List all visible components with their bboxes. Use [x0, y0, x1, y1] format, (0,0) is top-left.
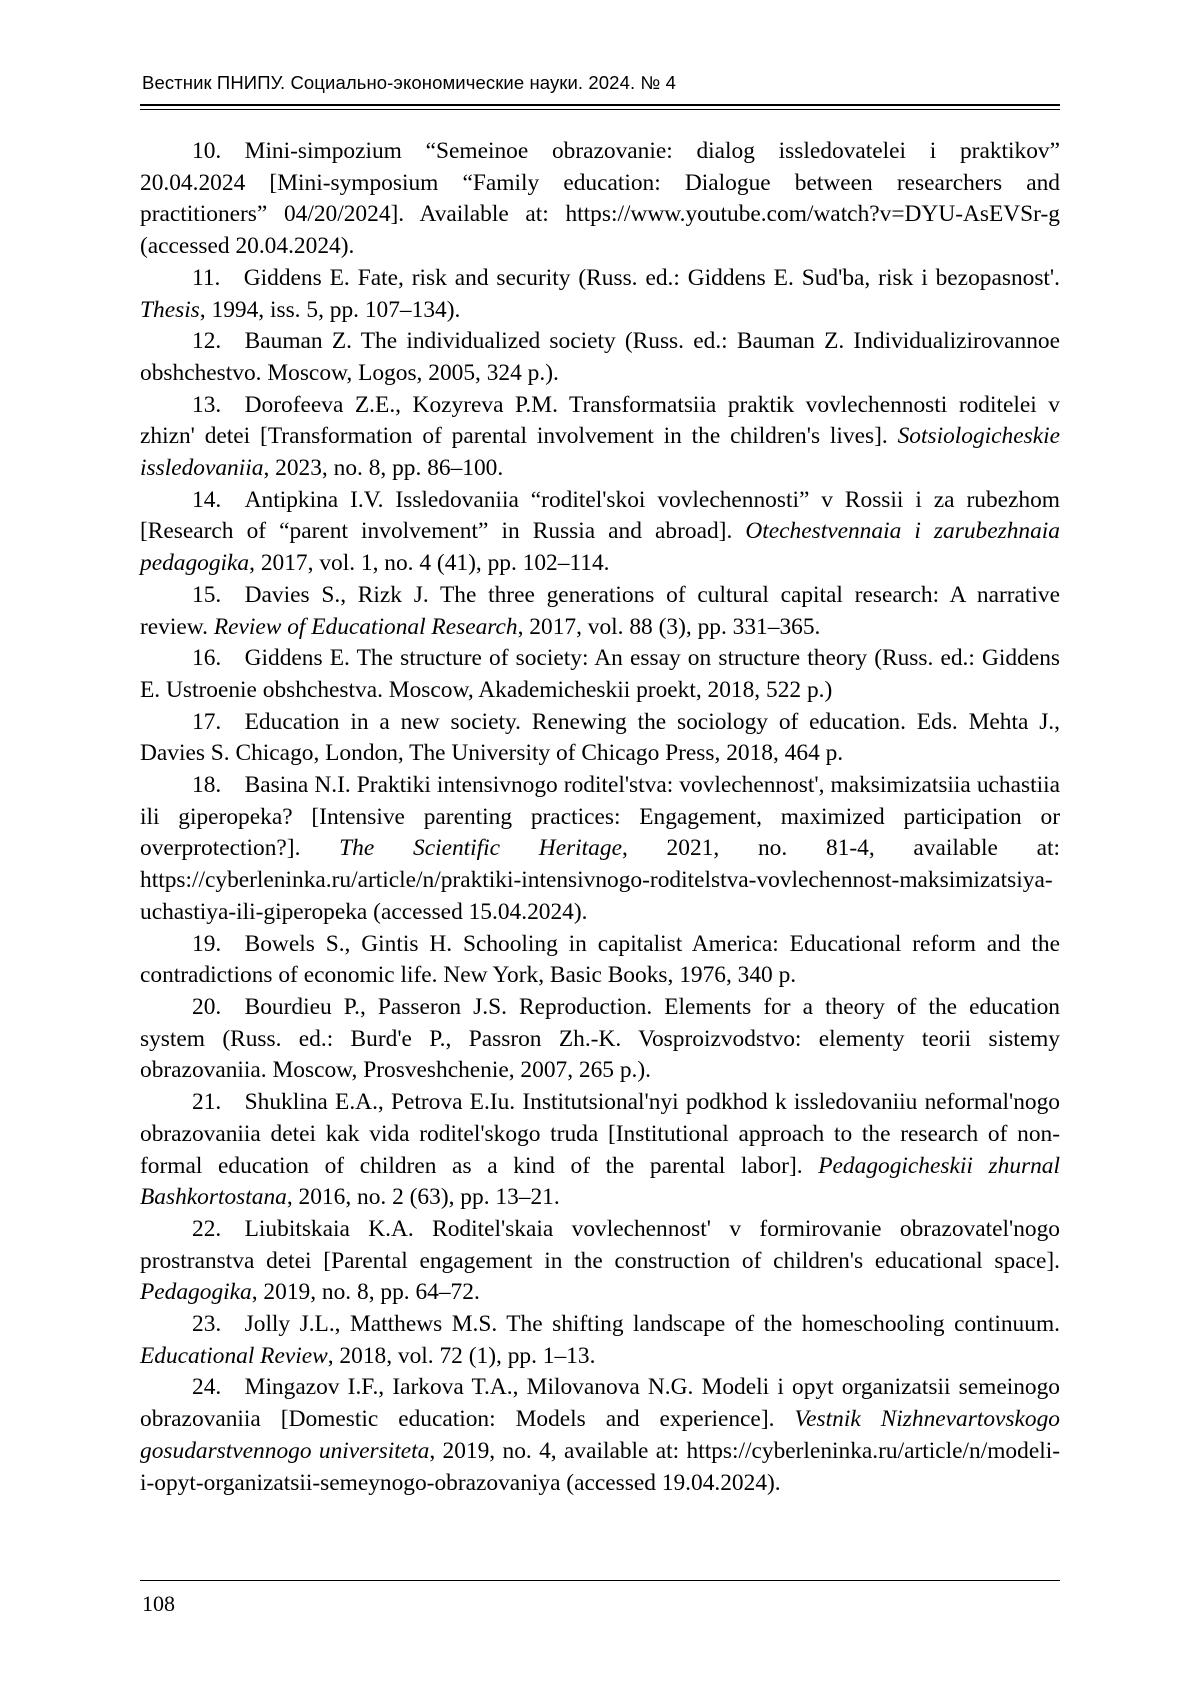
reference-text: , 2017, vol. 88 (3), pp. 331–365. — [517, 613, 821, 640]
reference-source-title: The Scientific Heritage — [339, 835, 622, 862]
reference-text: Shuklina E.A., Petrova E.Iu. Institutsional'nyi podkhod k issledovaniiu neformal'nogo obrazovaniia detei kak vida roditel'skogo truda [Institutional approach to the research of non-formal education of children as a kind of the parental labor]. — [140, 1089, 1060, 1179]
reference-source-title: Educational Review — [140, 1342, 328, 1369]
reference-source-title: Vestnik Nizhnevartovskogo gosudarstvennogo universiteta — [140, 1406, 1060, 1464]
reference-text: Antipkina I.V. Issledovaniia “roditel'skoi vovlechennosti” v Rossii i za rubezhom [Research of “parent involvement” in Russia and abroad]. — [140, 486, 1060, 545]
reference-text: , 2021, no. 81-4, available at: https://cyberleninka.ru/article/n/praktiki-intensivnogo-roditelstva-vovlechennost-maksimizatsiya-uchastiya-ili-giperopeka (accessed 15.04.2024). — [140, 835, 1060, 925]
reference-text: , 2016, no. 2 (63), pp. 13–21. — [286, 1184, 560, 1211]
reference-number: 18. — [192, 772, 222, 799]
footer-rule — [140, 1580, 1060, 1581]
reference-source-title: Otechestvennaia i zarubezhnaia pedagogika — [140, 518, 1060, 577]
reference-list — [140, 136, 1060, 1499]
reference-number: 16. — [192, 645, 222, 672]
reference-number: 21. — [192, 1089, 222, 1116]
reference-item — [140, 929, 1060, 992]
page-content — [140, 72, 1060, 1499]
reference-item — [140, 136, 1060, 263]
reference-text: Davies S., Rizk J. The three generations of cultural capital research: A narrative review. — [140, 581, 1060, 640]
reference-item — [140, 390, 1060, 485]
reference-source-title: Thesis — [140, 296, 200, 323]
reference-text: Liubitskaia K.A. Roditel'skaia vovlechennost' v formirovanie obrazovatel'nogo prostranstva detei [Parental engagement in the construction of children's educational space]. — [140, 1215, 1060, 1274]
running-head: Вестник ПНИПУ. Социально-экономические науки. 2024. № 4 — [142, 72, 677, 93]
reference-text: , 2023, no. 8, pp. 86–100. — [263, 455, 504, 482]
reference-source-title: Sotsiologicheskie issledovaniia — [140, 423, 1060, 482]
reference-number: 12. — [192, 328, 222, 355]
reference-number: 19. — [192, 930, 222, 957]
reference-item — [140, 1214, 1060, 1309]
reference-number: 24. — [192, 1374, 222, 1401]
reference-item — [140, 707, 1060, 770]
reference-text: Mingazov I.F., Iarkova T.A., Milovanova N.G. Modeli i opyt organizatsii semeinogo obrazovaniia [Domestic education: Models and experience]. — [140, 1374, 1060, 1433]
reference-text: Basina N.I. Praktiki intensivnogo roditel'stva: vovlechennost', maksimizatsiia uchastiia ili giperopeka? [Intensive parenting practices: Engagement, maximized participation or overprotection?]. — [140, 772, 1060, 862]
reference-text: Jolly J.L., Matthews M.S. The shifting landscape of the homeschooling continuum. — [244, 1311, 1060, 1338]
reference-item — [140, 580, 1060, 643]
reference-item — [140, 770, 1060, 929]
reference-text: Giddens E. Fate, risk and security (Russ. ed.: Giddens E. Sud'ba, risk i bezopasnost'. — [243, 264, 1060, 291]
reference-number: 13. — [192, 391, 222, 418]
reference-text: Dorofeeva Z.E., Kozyreva P.M. Transformatsiia praktik vovlechennosti roditelei v zhizn' detei [Transformation of parental involvement in the children's lives]. — [140, 391, 1060, 450]
reference-number: 17. — [192, 708, 222, 735]
reference-number: 23. — [192, 1311, 222, 1338]
reference-item — [140, 992, 1060, 1087]
reference-source-title: Pedagogicheskii zhurnal Bashkortostana — [140, 1152, 1061, 1211]
reference-number: 14. — [192, 486, 222, 513]
reference-text: Mini-simpozium “Semeinoe obrazovanie: dialog issledovatelei i praktikov” 20.04.2024 [Mini-symposium “Family education: Dialogue between researchers and practitioners” 04/20/2024]. Available at: https://www.youtube.com/watch?v=DYU-AsEVSr-g (accessed 20.04.2024). — [140, 138, 1060, 260]
page-footer — [140, 1580, 1060, 1617]
reference-number: 20. — [192, 993, 222, 1020]
reference-text: Giddens E. The structure of society: An essay on structure theory (Russ. ed.: Giddens E. Ustroenie obshchestva. Moscow, Akademicheskii proekt, 2018, 522 p.) — [140, 645, 1060, 703]
reference-text: , 1994, iss. 5, pp. 107–134). — [199, 296, 461, 323]
reference-source-title: Pedagogika — [140, 1279, 252, 1306]
reference-number: 10. — [192, 138, 222, 164]
reference-number: 22. — [192, 1215, 222, 1242]
header-rule — [140, 104, 1060, 110]
reference-number: 15. — [192, 581, 222, 608]
page-number: 108 — [142, 1591, 175, 1616]
reference-text: Bowels S., Gintis H. Schooling in capitalist America: Educational reform and the contradictions of economic life. New York, Basic Books, 1976, 340 p. — [140, 930, 1060, 989]
reference-item — [140, 1309, 1060, 1372]
reference-item — [140, 326, 1060, 389]
reference-item — [140, 485, 1060, 580]
reference-item — [140, 1087, 1060, 1214]
reference-text: , 2017, vol. 1, no. 4 (41), pp. 102–114. — [249, 550, 610, 577]
reference-item — [140, 643, 1060, 706]
reference-text: Bauman Z. The individualized society (Russ. ed.: Bauman Z. Individualizirovannoe obshchestvo. Moscow, Logos, 2005, 324 p.). — [140, 328, 1060, 386]
reference-text: Bourdieu P., Passeron J.S. Reproduction. Elements for a theory of the education system (Russ. ed.: Burd'e P., Passron Zh.-K. Vosproizvodstvo: elementy teorii sistemy obrazovaniia. Moscow, Prosveshchenie, 2007, 265 p.). — [140, 993, 1060, 1084]
reference-text: , 2019, no. 4, available at: https://cyberleninka.ru/article/n/modeli-i-opyt-organizatsii-semeynogo-obrazovaniya (accessed 19.04.2024). — [140, 1437, 1060, 1496]
reference-text: , 2019, no. 8, pp. 64–72. — [251, 1279, 480, 1306]
reference-text: , 2018, vol. 72 (1), pp. 1–13. — [327, 1342, 596, 1369]
reference-number: 11. — [192, 264, 221, 291]
reference-item — [140, 263, 1060, 326]
reference-source-title: Review of Educational Research — [213, 613, 518, 640]
reference-text: Education in a new society. Renewing the sociology of education. Eds. Mehta J., Davies S. Chicago, London, The University of Chicago Press, 2018, 464 p. — [140, 708, 1060, 767]
reference-item — [140, 1372, 1060, 1499]
